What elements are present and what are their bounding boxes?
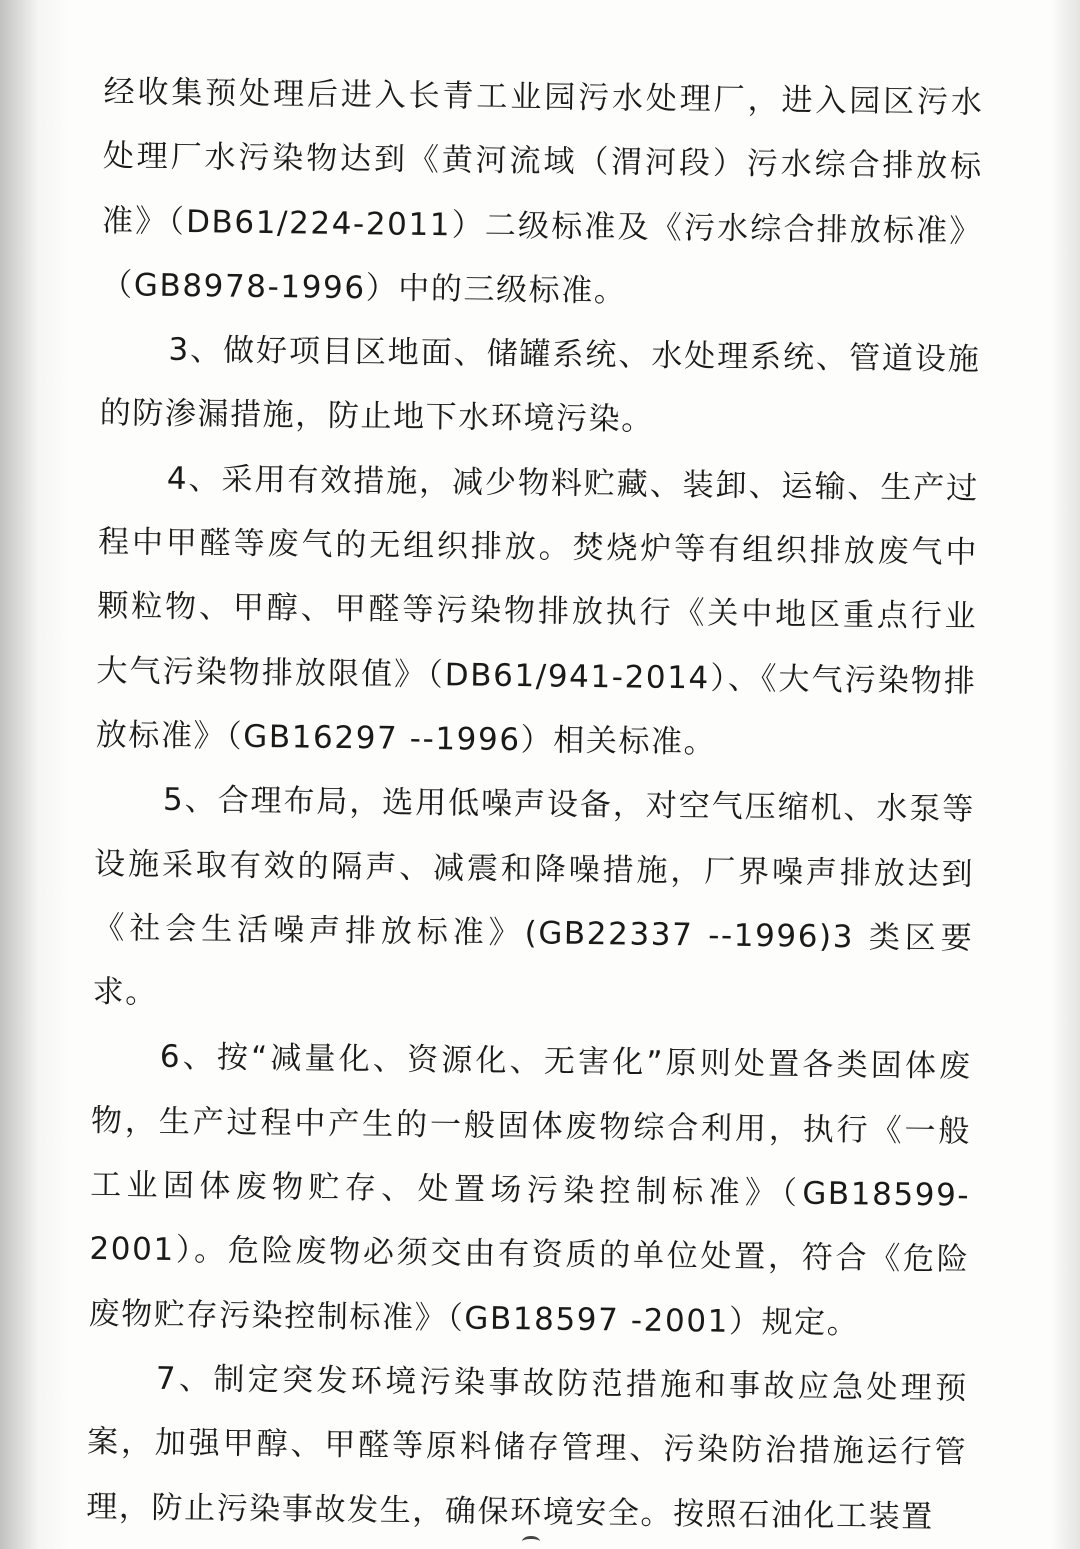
scan-edge-shadow-right: [1050, 0, 1080, 1549]
paragraph-item-4: 4、采用有效措施，减少物料贮藏、装卸、运输、生产过程中甲醛等废气的无组织排放。焚烧炉等有组织排放废气中颗粒物、甲醇、甲醛等污染物排放执行《关中地区重点行业大气污染物排放限值》（DB61/941-2014）、《大气污染物排放标准》（GB16297 --1996）相关标准。: [95, 460, 980, 761]
paragraph-item-6: 6、按“减量化、资源化、无害化”原则处置各类固体废物，生产过程中产生的一般固体废物综合利用，执行《一般工业固体废物贮存、处置场污染控制标准》（GB18599-2001）。危险废物必须交由有资质的单位处置，符合《危险废物贮存污染控制标准》（GB18597 -2001）规定。: [88, 1039, 972, 1341]
document-body: [86, 60, 984, 1549]
paragraph-item-5: 5、合理布局，选用低噪声设备，对空气压缩机、水泵等设施采取有效的隔声、减震和降噪措施，厂界噪声排放达到《社会生活噪声排放标准》(GB22337 --1996)3 类区要求。: [92, 782, 976, 1011]
paragraph-continued: 经收集预处理后进入长青工业园污水处理厂，进入园区污水处理厂水污染物达到《黄河流域（渭河段）污水综合排放标准》（DB61/224-2011）二级标准及《污水综合排放标准》（GB8978-1996）中的三级标准。: [101, 73, 984, 310]
paragraph-item-7: 7、制定突发环境污染事故防范措施和事故应急处理预案，加强甲醇、甲醛等原料储存管理、污染防治措施运行管理，防止污染事故发生，确保环境安全。按照石油化工装置: [86, 1360, 969, 1535]
page-number-mark: [522, 1536, 540, 1547]
scan-edge-shadow: [0, 0, 70, 1549]
paragraph-item-3: 3、做好项目区地面、储罐系统、水处理系统、管道设施的防渗漏措施，防止地下水环境污染。: [99, 331, 981, 439]
